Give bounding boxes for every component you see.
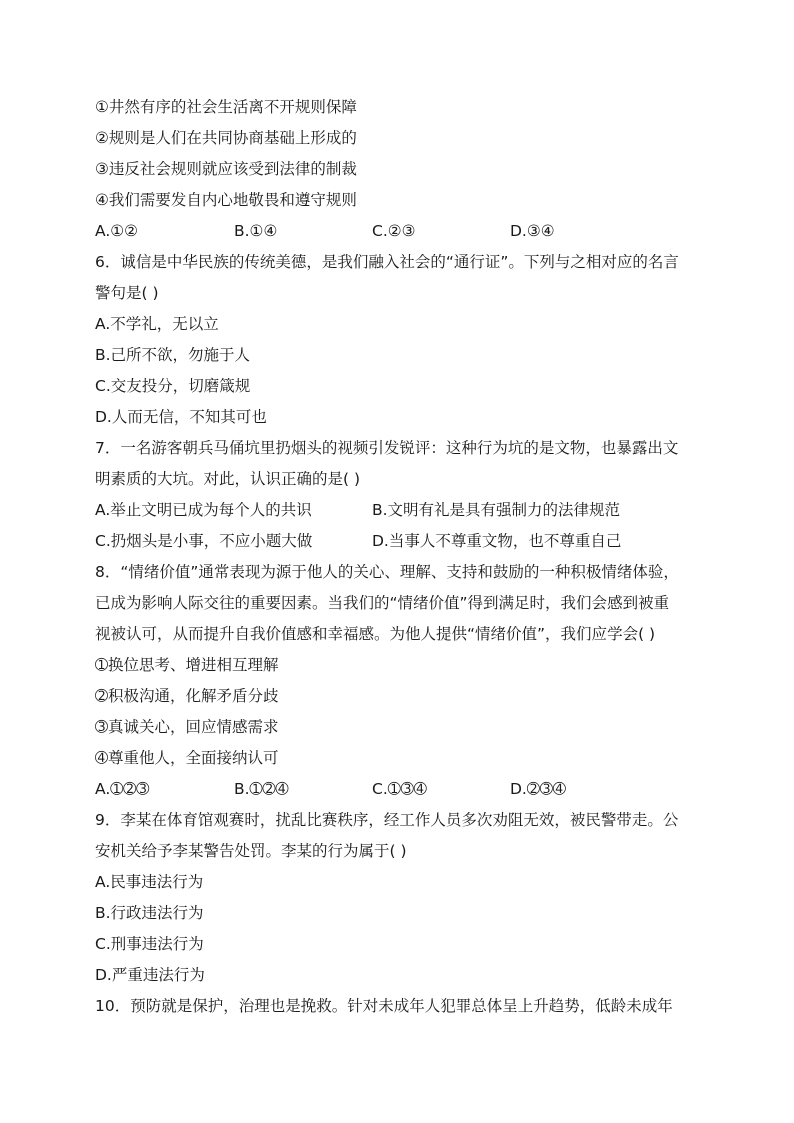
q9-option-b: B.行政违法行为 [95, 904, 204, 922]
q7-stem-line-2: 明素质的大坑。对此，认识正确的是( ) [95, 470, 361, 488]
q5-item-3: ③违反社会规则就应该受到法律的制裁 [95, 160, 357, 178]
q5-option-d: D.③④ [510, 222, 555, 240]
q6-stem-line-1: 6．诚信是中华民族的传统美德，是我们融入社会的“通行证”。下列与之相对应的名言 [95, 253, 679, 271]
q6-option-b: B.己所不欲，勿施于人 [95, 346, 251, 364]
q7-option-b: B.文明有礼是具有强制力的法律规范 [372, 501, 621, 519]
q5-option-c: C.②③ [372, 222, 416, 240]
q9-option-a: A.民事违法行为 [95, 873, 204, 891]
q8-option-d: D.➁➂➃ [510, 780, 566, 798]
q8-item-3: ➂真诚关心，回应情感需求 [95, 718, 279, 736]
q9-option-c: C.刑事违法行为 [95, 935, 204, 953]
q8-item-2: ➁积极沟通，化解矛盾分歧 [95, 687, 279, 705]
q8-item-1: ➀换位思考、增进相互理解 [95, 656, 279, 674]
q7-option-c: C.扔烟头是小事，不应小题大做 [95, 532, 313, 550]
q9-stem-line-2: 安机关给予李某警告处罚。李某的行为属于( ) [95, 842, 407, 860]
q7-option-d: D.当事人不尊重文物，也不尊重自己 [372, 532, 622, 550]
q8-stem-line-1: 8．“情绪价值”通常表现为源于他人的关心、理解、支持和鼓励的一种积极情绪体验， [95, 563, 679, 581]
q6-option-a: A.不学礼，无以立 [95, 315, 219, 333]
q10-stem-line-1: 10．预防就是保护，治理也是挽救。针对未成年人犯罪总体呈上升趋势，低龄未成年 [95, 997, 673, 1015]
q6-option-c: C.交友投分，切磨箴规 [95, 377, 251, 395]
q9-option-d: D.严重违法行为 [95, 966, 205, 984]
q8-option-a: A.➀➁➂ [95, 780, 150, 798]
q8-stem-line-2: 已成为影响人际交往的重要因素。当我们的“情绪价值”得到满足时，我们会感到被重 [95, 594, 670, 612]
q8-option-c: C.➀➂➃ [372, 780, 427, 798]
q7-stem-line-1: 7．一名游客朝兵马俑坑里扔烟头的视频引发锐评：这种行为坑的是文物，也暴露出文 [95, 439, 679, 457]
q9-stem-line-1: 9．李某在体育馆观赛时，扰乱比赛秩序，经工作人员多次劝阻无效，被民警带走。公 [95, 811, 679, 829]
q5-item-1: ①井然有序的社会生活离不开规则保障 [95, 98, 357, 116]
q5-option-b: B.①④ [234, 222, 278, 240]
q5-item-2: ②规则是人们在共同协商基础上形成的 [95, 129, 357, 147]
q7-option-a: A.举止文明已成为每个人的共识 [95, 501, 312, 519]
q5-option-a: A.①② [95, 222, 139, 240]
q6-option-d: D.人而无信，不知其可也 [95, 408, 267, 426]
q8-item-4: ➃尊重他人，全面接纳认可 [95, 749, 279, 767]
q5-item-4: ④我们需要发自内心地敬畏和遵守规则 [95, 191, 357, 209]
q8-option-b: B.➀➁➃ [234, 780, 289, 798]
q6-stem-line-2: 警句是( ) [95, 284, 159, 302]
q8-stem-line-3: 视被认可，从而提升自我价值感和幸福感。为他人提供“情绪价值”，我们应学会( ) [95, 625, 656, 643]
